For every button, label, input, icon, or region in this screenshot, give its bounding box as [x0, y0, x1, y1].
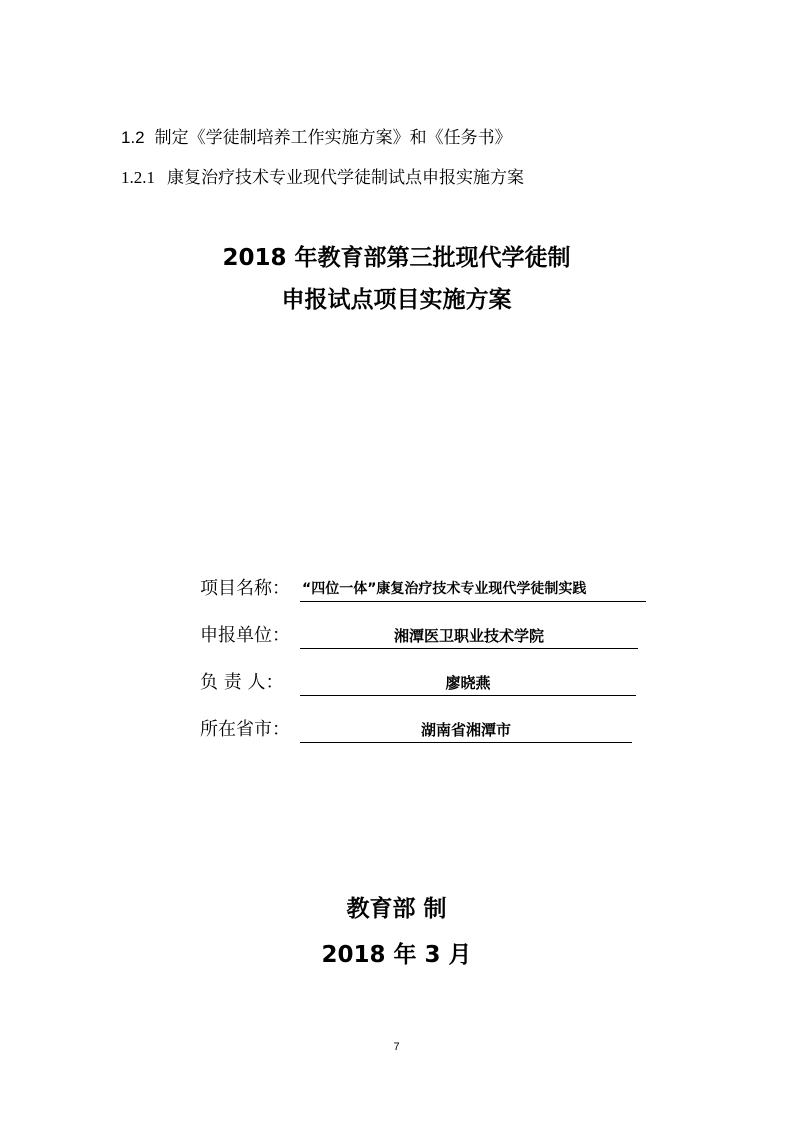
- section-number: 1.2: [121, 128, 145, 147]
- person-in-charge-label: 负 责 人：: [200, 672, 284, 693]
- province-city-value: 湖南省湘潭市: [300, 717, 632, 743]
- subsection-number: 1.2.1: [121, 168, 155, 187]
- province-city-label: 所在省市：: [200, 719, 290, 740]
- subsection-title: 康复治疗技术专业现代学徒制试点申报实施方案: [167, 168, 524, 188]
- project-name-value: “四位一体”康复治疗技术专业现代学徒制实践: [300, 576, 646, 602]
- section-heading: [121, 126, 512, 150]
- project-name-label: 项目名称：: [200, 578, 290, 599]
- applicant-unit-label: 申报单位：: [200, 625, 290, 646]
- subsection-heading: [121, 166, 524, 190]
- applicant-unit-value: 湘潭医卫职业技术学院: [300, 623, 638, 649]
- document-title-line-1: 2018 年教育部第三批现代学徒制: [222, 245, 571, 271]
- issue-date: 2018 年 3 月: [321, 942, 472, 968]
- document-title-line-2: 申报试点项目实施方案: [281, 287, 512, 313]
- issuer: 教育部 制: [346, 896, 447, 922]
- section-title: 制定《学徒制培养工作实施方案》和《任务书》: [154, 128, 512, 148]
- page-number: 7: [393, 1041, 400, 1053]
- person-in-charge-value: 廖晓燕: [300, 670, 636, 696]
